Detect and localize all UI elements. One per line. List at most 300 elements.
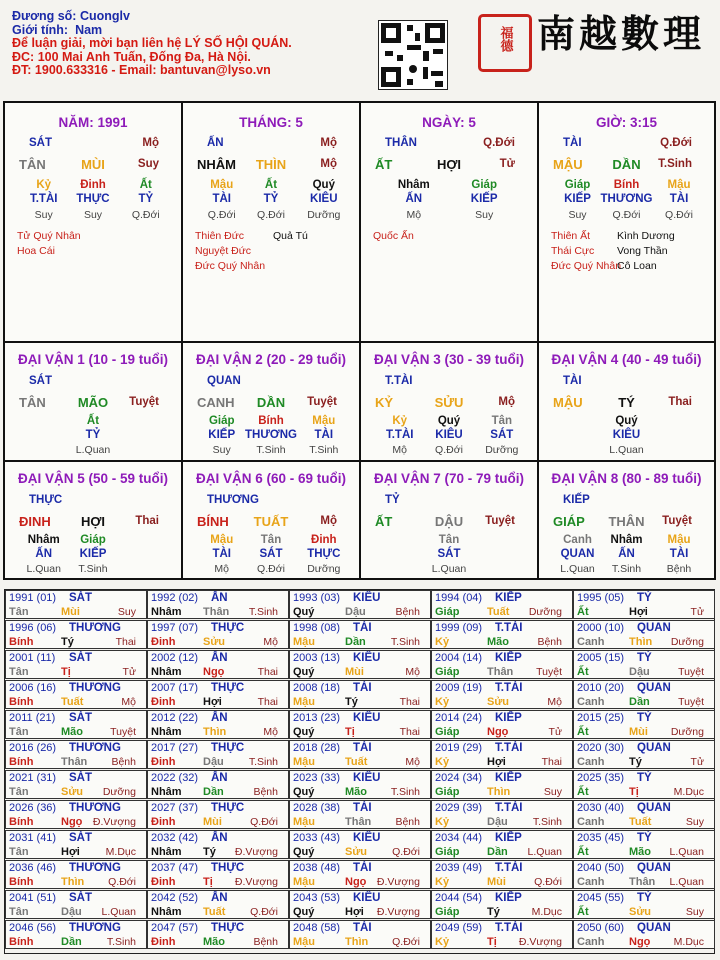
year-label: 2018 (28)	[293, 742, 341, 754]
luck-hidden-star: TÀI	[212, 548, 231, 560]
year-cell	[5, 830, 147, 859]
year-cell	[289, 860, 431, 889]
year-star: T.TÀI	[495, 742, 523, 754]
year-label: 2013 (23)	[293, 712, 341, 724]
year-stem: Tân	[9, 786, 29, 798]
year-label: 2034 (44)	[435, 832, 483, 844]
year-phase: Mộ	[405, 666, 420, 678]
year-label: 2020 (30)	[577, 742, 625, 754]
luck-pillar-cell	[5, 343, 183, 462]
year-stem: Kỷ	[435, 636, 450, 648]
year-phase: L.Quan	[669, 846, 704, 858]
year-stem: Giáp	[435, 666, 460, 678]
luck-hidden-phase: L.Quan	[75, 444, 111, 456]
year-star: TỶ	[637, 592, 652, 604]
year-cell	[573, 770, 715, 799]
hidden-phase: Dưỡng	[307, 209, 341, 221]
hidden-star: TÀI	[669, 193, 689, 205]
year-phase: L.Quan	[101, 906, 136, 918]
year-cell	[147, 740, 289, 769]
year-stem: Tân	[9, 906, 29, 918]
year-branch: Thìn	[345, 936, 369, 948]
year-label: 2045 (55)	[577, 892, 625, 904]
year-label: 1994 (04)	[435, 592, 483, 604]
luck-pillar-cell	[539, 462, 714, 578]
year-cell	[289, 680, 431, 709]
luck-hidden-star: SÁT	[259, 548, 283, 560]
year-star: TỶ	[637, 772, 652, 784]
luck-hidden-star: SÁT	[490, 429, 514, 441]
luck-branch: THÂN	[608, 514, 645, 529]
luck-star: T.TÀI	[385, 375, 413, 387]
year-label: 2008 (18)	[293, 682, 341, 694]
year-star: KIẾP	[495, 652, 522, 664]
year-stem: Tân	[9, 666, 29, 678]
red-seal-stamp: 福德	[478, 14, 532, 72]
year-branch: Mão	[61, 726, 83, 738]
year-phase: Tử	[122, 666, 136, 678]
luck-hidden-phase: Q.Đới	[257, 563, 285, 575]
pillar-phase: Suy	[137, 158, 159, 170]
luck-branch: TÝ	[618, 395, 635, 410]
luck-phase: Mộ	[498, 396, 515, 408]
year-branch: Ngọ	[203, 666, 225, 678]
year-label: 2005 (15)	[577, 652, 625, 664]
year-branch: Tị	[345, 726, 355, 738]
year-branch: Tị	[629, 786, 639, 798]
year-star: ẤN	[211, 772, 228, 784]
year-branch: Thân	[629, 876, 656, 888]
hidden-star: TỶ	[263, 193, 279, 205]
luck-hidden-phase: L.Quan	[609, 444, 644, 456]
pillar-star: SÁT	[29, 137, 52, 149]
year-label: 2010 (20)	[577, 682, 625, 694]
year-branch: Tý	[203, 846, 216, 858]
year-branch: Tuất	[61, 696, 84, 708]
year-label: 2022 (32)	[151, 772, 199, 784]
year-cell	[431, 620, 573, 649]
luck-star: THƯƠNG	[207, 494, 259, 506]
luck-star: KIẾP	[563, 494, 590, 506]
year-star: THƯƠNG	[69, 802, 121, 814]
year-cell	[5, 890, 147, 919]
year-stem: Nhâm	[151, 906, 182, 918]
year-label: 2003 (13)	[293, 652, 341, 664]
year-cell	[573, 800, 715, 829]
year-label: 2038 (48)	[293, 862, 341, 874]
hidden-phase: Suy	[83, 209, 103, 221]
year-star: KIÊU	[353, 712, 381, 724]
year-phase: Q.Đới	[108, 876, 136, 888]
luck-hidden-phase: T.Sinh	[78, 563, 108, 575]
year-phase: Dưỡng	[528, 606, 562, 618]
luck-hidden-phase: Mộ	[214, 563, 230, 575]
year-stem: Canh	[577, 696, 605, 708]
year-stem: Quý	[293, 846, 315, 858]
year-star: SÁT	[69, 712, 92, 724]
year-stem: Quý	[293, 666, 315, 678]
shensha-good: Đức Quý Nhân	[195, 260, 266, 272]
luck-hidden-stem: Giáp	[208, 415, 235, 427]
year-cell	[147, 620, 289, 649]
year-cell	[431, 800, 573, 829]
year-phase: Bệnh	[537, 636, 562, 648]
year-label: 2037 (47)	[151, 862, 199, 874]
year-star: T.TÀI	[495, 862, 523, 874]
year-branch: Tuất	[345, 756, 368, 768]
year-cell	[5, 920, 147, 949]
year-star: TÀI	[353, 862, 372, 874]
contact-line: Để luận giải, mời bạn liên hệ LÝ SỐ HỘI QUÁN.	[12, 36, 292, 50]
year-cell	[5, 620, 147, 649]
year-star: TỶ	[637, 892, 652, 904]
luck-phase: Tuyệt	[129, 396, 159, 408]
luck-hidden-phase: L.Quan	[26, 563, 61, 575]
year-stem: Đinh	[151, 696, 176, 708]
year-cell	[289, 830, 431, 859]
year-stem: Bính	[9, 636, 34, 648]
year-stem: Giáp	[435, 906, 460, 918]
name-value: Cuonglv	[79, 9, 130, 23]
shensha-bad: Kình Dương	[617, 230, 675, 242]
year-branch: Tý	[61, 636, 74, 648]
luck-hidden-stem: Bính	[258, 415, 284, 427]
year-star: T.TÀI	[495, 802, 523, 814]
year-label: 1999 (09)	[435, 622, 483, 634]
pillar-cell	[361, 103, 539, 343]
luck-hidden-phase: L.Quan	[431, 563, 467, 575]
luck-branch: DẬU	[434, 514, 464, 529]
luck-hidden-star: ẤN	[35, 548, 53, 560]
year-branch: Thân	[487, 666, 514, 678]
year-star: THỰC	[211, 622, 245, 634]
year-star: ẤN	[211, 592, 228, 604]
year-star: QUAN	[637, 922, 671, 934]
pillar-phase: Mộ	[320, 158, 337, 170]
year-label: 2000 (10)	[577, 622, 625, 634]
luck-phase: Thai	[668, 396, 692, 408]
year-stem: Đinh	[151, 876, 176, 888]
year-branch: Ngọ	[629, 936, 651, 948]
year-label: 2027 (37)	[151, 802, 199, 814]
year-star: QUAN	[637, 802, 671, 814]
year-cell	[573, 830, 715, 859]
pillar-branch: HỢI	[436, 157, 462, 172]
year-phase: Suy	[685, 816, 704, 828]
year-label: 2035 (45)	[577, 832, 625, 844]
year-label: 2036 (46)	[9, 862, 57, 874]
year-star: TÀI	[353, 622, 372, 634]
luck-hidden-phase: T.Sinh	[611, 563, 642, 575]
shensha-bad: Vong Thần	[617, 245, 668, 257]
year-phase: Bệnh	[111, 756, 136, 768]
year-cell	[5, 860, 147, 889]
year-stem: Nhâm	[151, 846, 182, 858]
year-label: 2042 (52)	[151, 892, 199, 904]
year-stem: Ất	[577, 606, 589, 618]
hidden-star: KIÊU	[310, 193, 338, 205]
year-label: 2033 (43)	[293, 832, 341, 844]
luck-pillar-cell	[361, 462, 539, 578]
year-star: T.TÀI	[495, 622, 523, 634]
year-phase: Thai	[257, 696, 278, 708]
luck-hidden-stem: Mậu	[210, 534, 234, 546]
year-star: QUAN	[637, 682, 671, 694]
luck-branch: MÃO	[77, 395, 109, 410]
year-phase: Q.Đới	[392, 846, 420, 858]
year-star: TÀI	[353, 682, 372, 694]
year-stem: Ất	[577, 846, 589, 858]
year-stem: Ất	[577, 906, 589, 918]
year-star: ẤN	[211, 892, 228, 904]
year-label: 2026 (36)	[9, 802, 57, 814]
luck-hidden-star: TÀI	[314, 429, 334, 441]
year-label: 2049 (59)	[435, 922, 483, 934]
year-phase: Thai	[257, 666, 278, 678]
luck-hidden-stem: Mậu	[667, 534, 691, 546]
year-branch: Sửu	[487, 696, 510, 708]
luck-stem: BÍNH	[197, 514, 229, 529]
luck-hidden-phase: Suy	[212, 444, 231, 456]
year-stem: Tân	[9, 726, 29, 738]
year-label: 2023 (33)	[293, 772, 341, 784]
year-star: TỶ	[637, 652, 652, 664]
year-star: KIÊU	[353, 592, 381, 604]
hidden-star: THƯƠNG	[600, 193, 653, 205]
year-cell	[147, 860, 289, 889]
year-branch: Ngọ	[61, 816, 83, 828]
year-phase: Đ.Vượng	[92, 816, 136, 828]
year-label: 2015 (25)	[577, 712, 625, 724]
year-cell	[573, 740, 715, 769]
year-branch: Dậu	[629, 666, 650, 678]
header-info	[12, 10, 292, 78]
year-phase: Bệnh	[253, 786, 278, 798]
year-cell	[431, 890, 573, 919]
phone-email-line: ĐT: 1900.633316 - Email: bantuvan@lyso.vn	[12, 63, 271, 77]
pillar-cell	[539, 103, 714, 343]
year-label: 2029 (39)	[435, 802, 483, 814]
year-phase: T.Sinh	[106, 936, 136, 948]
year-cell	[289, 710, 431, 739]
luck-title: ĐẠI VẬN 2 (20 - 29 tuổi)	[195, 352, 347, 367]
hidden-stem: Ất	[139, 179, 152, 191]
pillar-title: THÁNG: 5	[239, 115, 303, 130]
pillar-title: NGÀY: 5	[422, 115, 476, 130]
year-phase: Suy	[543, 786, 562, 798]
annual-luck-table	[4, 589, 715, 954]
hidden-stem: Giáp	[471, 179, 497, 191]
year-stem: Canh	[577, 876, 605, 888]
year-star: KIÊU	[353, 892, 381, 904]
year-phase: Tử	[690, 756, 704, 768]
year-stem: Canh	[577, 936, 605, 948]
year-phase: M.Dục	[673, 936, 704, 948]
year-cell	[431, 710, 573, 739]
luck-title: ĐẠI VẬN 8 (80 - 89 tuổi)	[551, 471, 702, 486]
year-label: 2009 (19)	[435, 682, 483, 694]
luck-hidden-stem: Nhâm	[27, 534, 60, 546]
hidden-stem: Đinh	[80, 179, 106, 191]
year-branch: Mùi	[61, 606, 80, 618]
year-phase: L.Quan	[527, 846, 562, 858]
year-label: 2028 (38)	[293, 802, 341, 814]
year-label: 1997 (07)	[151, 622, 199, 634]
year-cell	[573, 620, 715, 649]
luck-hidden-star: T.TÀI	[385, 429, 414, 441]
luck-hidden-stem: Canh	[563, 534, 592, 546]
year-label: 2044 (54)	[435, 892, 483, 904]
year-star: KIẾP	[495, 832, 522, 844]
year-stem: Bính	[9, 816, 34, 828]
luck-title: ĐẠI VẬN 4 (40 - 49 tuổi)	[551, 352, 702, 367]
year-stem: Canh	[577, 816, 605, 828]
year-cell	[5, 590, 147, 619]
year-star: THỰC	[211, 682, 245, 694]
luck-hidden-phase: T.Sinh	[309, 444, 339, 456]
year-phase: Thai	[399, 726, 420, 738]
year-star: THỰC	[211, 742, 245, 754]
luck-phase: Tuyệt	[662, 515, 692, 527]
year-cell	[573, 710, 715, 739]
year-stem: Tân	[9, 846, 29, 858]
year-phase: Mộ	[405, 756, 420, 768]
year-phase: Tuyệt	[678, 666, 704, 678]
year-label: 2031 (41)	[9, 832, 57, 844]
shensha-good: Thiên Ất	[551, 230, 591, 242]
luck-stem: KỶ	[375, 395, 394, 410]
luck-hidden-stem: Tân	[260, 534, 282, 546]
luck-branch: HỢI	[80, 514, 106, 529]
hidden-star: TÀI	[212, 193, 231, 205]
year-star: KIẾP	[495, 712, 522, 724]
year-phase: Bệnh	[395, 816, 420, 828]
year-phase: Suy	[117, 606, 136, 618]
year-branch: Thìn	[203, 726, 227, 738]
luck-star: SÁT	[29, 375, 52, 387]
year-stem: Mậu	[293, 936, 315, 948]
hidden-phase: Q.Đới	[131, 209, 160, 221]
hidden-phase: Mộ	[406, 209, 422, 221]
hidden-stem: Nhâm	[397, 179, 430, 191]
year-phase: Q.Đới	[534, 876, 562, 888]
year-stem: Mậu	[293, 756, 315, 768]
year-star: ẤN	[211, 652, 228, 664]
year-star: THƯƠNG	[69, 742, 121, 754]
year-cell	[573, 680, 715, 709]
year-cell	[289, 620, 431, 649]
year-cell	[573, 860, 715, 889]
year-stem: Mậu	[293, 636, 315, 648]
luck-star: TÀI	[563, 375, 582, 387]
year-phase: Q.Đới	[250, 906, 278, 918]
year-cell	[5, 710, 147, 739]
year-label: 2004 (14)	[435, 652, 483, 664]
luck-hidden-star: SÁT	[437, 548, 461, 560]
year-star: KIÊU	[353, 832, 381, 844]
year-star: T.TÀI	[495, 922, 523, 934]
luck-hidden-star: KIẾP	[79, 548, 107, 560]
year-branch: Dần	[203, 786, 224, 798]
year-cell	[147, 890, 289, 919]
year-phase: Thai	[399, 696, 420, 708]
pillar-stem: MẬU	[553, 157, 583, 172]
year-star: THỰC	[211, 862, 245, 874]
year-cell	[431, 860, 573, 889]
pillar-title: GIỜ: 3:15	[595, 115, 658, 130]
year-stem: Bính	[9, 756, 34, 768]
luck-pillar-cell	[183, 462, 361, 578]
year-phase: Đ.Vượng	[234, 876, 278, 888]
year-cell	[289, 890, 431, 919]
shensha-good: Thiên Đức	[195, 230, 245, 242]
year-label: 2001 (11)	[9, 652, 56, 664]
year-cell	[431, 650, 573, 679]
year-phase: Mộ	[121, 696, 136, 708]
year-branch: Tị	[61, 666, 71, 678]
luck-branch: SỬU	[434, 395, 464, 410]
luck-hidden-phase: Dưỡng	[485, 444, 519, 456]
year-label: 2032 (42)	[151, 832, 199, 844]
year-phase: T.Sinh	[390, 636, 420, 648]
year-label: 2002 (12)	[151, 652, 199, 664]
year-stem: Kỷ	[435, 756, 450, 768]
year-star: SÁT	[69, 592, 92, 604]
luck-stem: MẬU	[553, 395, 583, 410]
year-phase: Dưỡng	[670, 636, 704, 648]
year-phase: Tuyệt	[678, 696, 704, 708]
year-phase: T.Sinh	[248, 756, 278, 768]
year-stem: Quý	[293, 726, 315, 738]
year-branch: Dậu	[61, 906, 82, 918]
year-branch: Tý	[345, 696, 358, 708]
luck-branch: DẦN	[256, 395, 286, 410]
luck-stem: ẤT	[375, 514, 393, 529]
year-stem: Đinh	[151, 636, 176, 648]
pillar-phase: Tử	[499, 158, 515, 170]
year-phase: Q.Đới	[250, 816, 278, 828]
pillar-status: Mộ	[142, 137, 159, 149]
year-branch: Mùi	[487, 876, 506, 888]
year-cell	[147, 590, 289, 619]
year-cell	[289, 770, 431, 799]
year-star: SÁT	[69, 652, 92, 664]
luck-stem: TÂN	[19, 395, 46, 410]
hidden-phase: Q.Đới	[257, 209, 285, 221]
year-stem: Mậu	[293, 876, 315, 888]
year-cell	[147, 800, 289, 829]
year-stem: Kỷ	[435, 936, 450, 948]
year-star: TÀI	[353, 742, 372, 754]
qr-code-icon	[378, 20, 448, 90]
year-cell	[289, 920, 431, 949]
hidden-phase: Q.Đới	[665, 209, 693, 221]
year-label: 2014 (24)	[435, 712, 483, 724]
luck-phase: Tuyệt	[485, 515, 515, 527]
year-phase: Mộ	[547, 696, 562, 708]
pillar-status: Q.Đới	[660, 137, 692, 149]
luck-hidden-star: KIÊU	[612, 429, 641, 441]
hidden-stem: Kỷ	[36, 179, 52, 191]
year-cell	[431, 830, 573, 859]
year-branch: Tuất	[629, 816, 652, 828]
year-star: KIẾP	[495, 892, 522, 904]
year-branch: Dậu	[487, 816, 508, 828]
year-cell	[573, 590, 715, 619]
year-label: 2016 (26)	[9, 742, 57, 754]
year-star: TÀI	[353, 802, 372, 814]
year-star: TỶ	[637, 712, 652, 724]
